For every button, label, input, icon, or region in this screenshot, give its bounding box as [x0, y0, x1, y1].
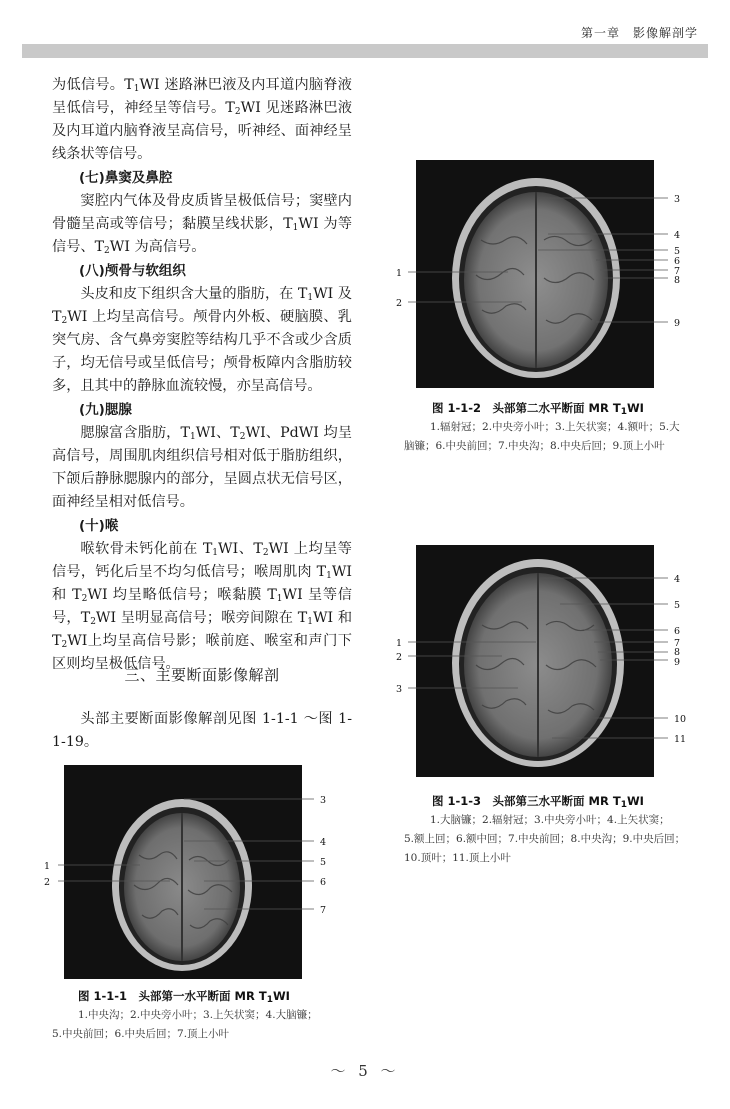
fig2-label-7: 7	[674, 266, 681, 277]
fig3-label-5: 5	[674, 600, 681, 611]
header-bar	[22, 44, 708, 58]
heading-nasal: (七)鼻窦及鼻腔	[79, 170, 173, 186]
heading-skull: (八)颅骨与软组织	[79, 263, 186, 279]
fig1-label-2: 2	[44, 877, 51, 888]
fig3-label-11: 11	[674, 734, 687, 745]
fig2-label-9: 9	[674, 318, 681, 329]
fig1-label-4: 4	[320, 837, 327, 848]
fig3-caption-line-3: 10.顶叶；11.顶上小叶	[404, 852, 511, 864]
fig3-label-10: 10	[674, 714, 687, 725]
fig1-label-5: 5	[320, 857, 327, 868]
fig2-label-2: 2	[396, 298, 403, 309]
chapter-header: 第一章 影像解剖学	[580, 26, 698, 40]
figure-3-caption	[404, 811, 710, 868]
figure-1-title: 图 1-1-1 头部第一水平断面 MR $T_1WI$	[78, 989, 290, 1005]
figure-1-caption	[52, 1006, 352, 1044]
figure-1-labels	[30, 785, 340, 935]
figure-reference	[52, 708, 352, 754]
fig3-label-6: 6	[674, 626, 681, 637]
fig1-label-1: 1	[44, 861, 51, 872]
figure-2-labels	[388, 190, 698, 336]
paragraph-parotid: 腮腺富含脂肪，$T_1WI$、$T_2WI$、PdWI 均呈高信号，周围肌肉组织信号相对低于脂肪组织，下颌后静脉腮腺内的部分，呈圆点状无信号区，面神经呈相对低信号。	[52, 425, 353, 510]
fig3-caption-line-2: 5.额上回；6.额中回；7.中央前回；8.中央沟；9.中央后回；	[404, 833, 686, 845]
fig3-label-7: 7	[674, 638, 681, 649]
fig2-label-6: 6	[674, 256, 681, 267]
fig3-label-1: 1	[396, 638, 403, 649]
section-title: 三、主要断面影像解剖	[124, 666, 280, 684]
paragraph-larynx: 喉软骨未钙化前在 $T_1WI$、$T_2WI$ 上均呈等信号，钙化后呈不均匀低信号；喉周肌肉 $T_1WI$ 和 $T_2WI$ 均呈略低信号；喉黏膜 $T_1WI$ 呈等信号，$T_2WI$ 呈明显高信号；喉旁间隙在 $T_1WI$ 和 $T_2WI$上均呈高信号影；喉前庭、喉室和声门下区则均呈极低信号。	[52, 541, 353, 672]
fig1-label-3: 3	[320, 795, 327, 806]
paragraph-nasal: 窦腔内气体及骨皮质皆呈极低信号；窦壁内骨髓呈高或等信号；黏膜呈线状影，$T_1WI$ 为等信号、$T_2WI$ 为高信号。	[52, 193, 353, 256]
figure-2-title: 图 1-1-2 头部第二水平断面 MR $T_1WI$	[432, 401, 644, 417]
paragraph-skull: 头皮和皮下组织含大量的脂肪，在 $T_1WI$ 及 $T_2WI$ 上均呈高信号。颅骨内外板、硬脑膜、乳突气房、含气鼻旁窦腔等结构几乎不含或少含质子，均无信号或呈低信号；颅骨板障内含脂肪较多，且其中的静脉血流较慢，亦呈高信号。	[52, 286, 352, 394]
fig3-label-3: 3	[396, 684, 403, 695]
fig2-label-1: 1	[396, 268, 403, 279]
figure-2-caption	[404, 418, 710, 456]
figure-reference-text: 头部主要断面影像解剖见图 1-1-1 ～图 1-1-19。	[52, 711, 352, 750]
fig3-label-4: 4	[674, 574, 681, 585]
fig2-caption-line-1: 1.辐射冠；2.中央旁小叶；3.上矢状窦；4.额叶；5.大	[430, 421, 680, 433]
fig2-label-4: 4	[674, 230, 681, 241]
figure-3-title: 图 1-1-3 头部第三水平断面 MR $T_1WI$	[432, 794, 644, 810]
fig3-caption-line-1: 1.大脑镰；2.辐射冠；3.中央旁小叶；4.上矢状窦；	[430, 814, 670, 826]
fig2-caption-line-2: 脑镰；6.中央前回；7.中央沟；8.中央后回；9.顶上小叶	[404, 440, 665, 452]
heading-parotid: (九)腮腺	[79, 402, 132, 418]
fig1-label-7: 7	[320, 905, 327, 916]
fig3-label-2: 2	[396, 652, 403, 663]
fig1-caption-line-2: 5.中央前回；6.中央后回；7.顶上小叶	[52, 1028, 230, 1040]
fig2-label-3: 3	[674, 194, 681, 205]
left-column	[52, 74, 352, 676]
fig2-label-5: 5	[674, 246, 681, 257]
fig3-label-9: 9	[674, 657, 681, 668]
paragraph-ear: 为低信号。$T_1WI$ 迷路淋巴液及内耳道内脑脊液呈低信号，神经呈等信号。$T_2WI$ 见迷路淋巴液及内耳道内脑脊液呈高信号，听神经、面神经呈线条状等信号。	[52, 77, 353, 162]
fig2-label-8: 8	[674, 275, 681, 286]
heading-larynx: (十)喉	[79, 518, 119, 534]
page-number: ～ 5 ～	[330, 1062, 400, 1080]
fig1-label-6: 6	[320, 877, 327, 888]
figure-3-labels	[388, 570, 698, 746]
fig3-label-8: 8	[674, 647, 681, 658]
fig1-caption-line-1: 1.中央沟；2.中央旁小叶；3.上矢状窦；4.大脑镰；	[78, 1009, 318, 1021]
